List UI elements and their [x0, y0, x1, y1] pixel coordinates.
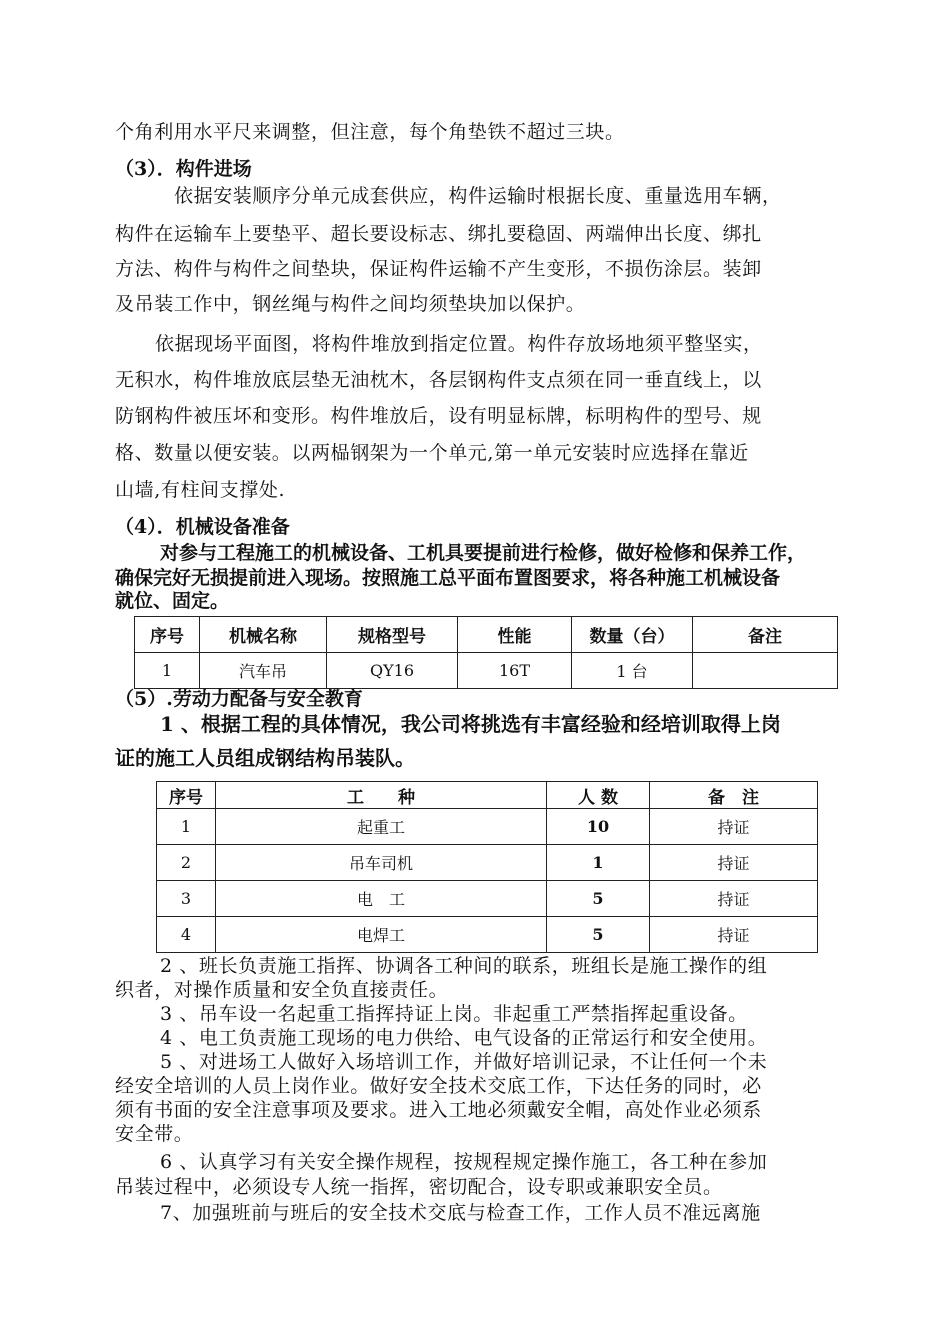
paragraph-line: 构件在运输车上要垫平、超长要设标志、绑扎要稳固、两端伸出长度、绑扎: [115, 223, 762, 245]
table-cell: 吊车司机: [216, 845, 547, 881]
paragraph-line: 证的施工人员组成钢结构吊装队。: [115, 746, 415, 770]
table-cell: 1: [547, 845, 650, 881]
table-cell: 持证: [650, 881, 818, 917]
paragraph-line: 无积水，构件堆放底层垫无油枕木，各层钢构件支点须在同一垂直线上，以: [115, 369, 762, 391]
table-cell: 4: [157, 917, 216, 953]
table-header-row: [157, 782, 818, 809]
paragraph-line: 防钢构件被压坏和变形。构件堆放后，设有明显标牌，标明构件的型号、规: [115, 405, 762, 427]
table-header-cell: 工 种: [216, 782, 547, 809]
table-cell: 5: [547, 917, 650, 953]
paragraph-line: 2 、班长负责施工指挥、协调各工种间的联系，班组长是施工操作的组: [160, 955, 768, 977]
table-cell: [693, 653, 838, 689]
section-heading-5: （5）.劳动力配备与安全教育: [115, 688, 363, 710]
table-cell: 汽车吊: [200, 653, 327, 689]
table-header-row: [135, 617, 838, 653]
paragraph-line: 3 、吊车设一名起重工指挥持证上岗。非起重工严禁指挥起重设备。: [160, 1003, 748, 1025]
table-header-cell: 备 注: [650, 782, 818, 809]
table-cell: 起重工: [216, 809, 547, 845]
table-cell: 持证: [650, 917, 818, 953]
table-cell: 5: [547, 881, 650, 917]
table-header-cell: 序号: [157, 782, 216, 809]
paragraph-line: 安全带。: [115, 1123, 194, 1145]
paragraph-line: 1 、根据工程的具体情况，我公司将挑选有丰富经验和经培训取得上岗: [160, 712, 781, 736]
equipment-table: [134, 616, 838, 689]
table-cell: QY16: [327, 653, 458, 689]
paragraph-line: 依据安装顺序分单元成套供应，构件运输时根据长度、重量选用车辆，: [174, 185, 782, 207]
paragraph-line: 及吊装工作中，钢丝绳与构件之间均须垫块加以保护。: [115, 293, 586, 315]
paragraph-line: 经安全培训的人员上岗作业。做好安全技术交底工作，下达任务的同时，必: [115, 1075, 762, 1097]
paragraph-line: 对参与工程施工的机械设备、工机具要提前进行检修，做好检修和保养工作，: [160, 542, 807, 564]
table-cell: 2: [157, 845, 216, 881]
labor-table: [156, 781, 818, 953]
table-header-cell: 数量（台）: [572, 617, 693, 653]
paragraph-line: 织者，对操作质量和安全负直接责任。: [115, 979, 449, 1001]
paragraph-line: 方法、构件与构件之间垫块，保证构件运输不产生变形，不损伤涂层。装卸: [115, 258, 762, 280]
table-row: [157, 917, 818, 953]
paragraph-line: 吊装过程中，必须设专人统一指挥，密切配合，设专职或兼职安全员。: [115, 1176, 723, 1198]
table-row: [157, 881, 818, 917]
table-header-cell: 性能: [458, 617, 572, 653]
paragraph-line: 依据现场平面图，将构件堆放到指定位置。构件存放场地须平整坚实，: [155, 333, 763, 355]
table-header-cell: 规格型号: [327, 617, 458, 653]
paragraph-line: 就位、固定。: [115, 590, 230, 612]
table-cell: 1: [135, 653, 200, 689]
table-row: [157, 809, 818, 845]
paragraph-line: 5 、对进场工人做好入场培训工作，并做好培训记录，不让任何一个未: [160, 1051, 768, 1073]
paragraph-line: 确保完好无损提前进入现场。按照施工总平面布置图要求，将各种施工机械设备: [115, 567, 781, 589]
table-row: [135, 653, 838, 689]
table-header-cell: 序号: [135, 617, 200, 653]
paragraph-line: 山墙,有柱间支撑处.: [115, 479, 286, 501]
paragraph-line: 6 、认真学习有关安全操作规程，按规程规定操作施工，各工种在参加: [160, 1151, 768, 1173]
table-cell: 电焊工: [216, 917, 547, 953]
table-header-cell: 人 数: [547, 782, 650, 809]
paragraph-line: 个角利用水平尺来调整，但注意，每个角垫铁不超过三块。: [115, 121, 625, 143]
table-cell: 16T: [458, 653, 572, 689]
table-cell: 1: [157, 809, 216, 845]
paragraph-line: 7、加强班前与班后的安全技术交底与检查工作，工作人员不准远离施: [160, 1202, 761, 1224]
section-heading-4: （4）．机械设备准备: [115, 516, 290, 538]
paragraph-line: 须有书面的安全注意事项及要求。进入工地必须戴安全帽，高处作业必须系: [115, 1099, 762, 1121]
table-cell: 1 台: [572, 653, 693, 689]
table-cell: 持证: [650, 845, 818, 881]
table-header-cell: 备注: [693, 617, 838, 653]
table-row: [157, 845, 818, 881]
table-header-cell: 机械名称: [200, 617, 327, 653]
paragraph-line: 4 、电工负责施工现场的电力供给、电气设备的正常运行和安全使用。: [160, 1027, 768, 1049]
table-cell: 3: [157, 881, 216, 917]
table-cell: 电 工: [216, 881, 547, 917]
table-cell: 持证: [650, 809, 818, 845]
paragraph-line: 格、数量以便安装。以两榀钢架为一个单元,第一单元安装时应选择在靠近: [115, 442, 749, 464]
section-heading-3: （3）．构件进场: [115, 158, 252, 180]
table-cell: 10: [547, 809, 650, 845]
